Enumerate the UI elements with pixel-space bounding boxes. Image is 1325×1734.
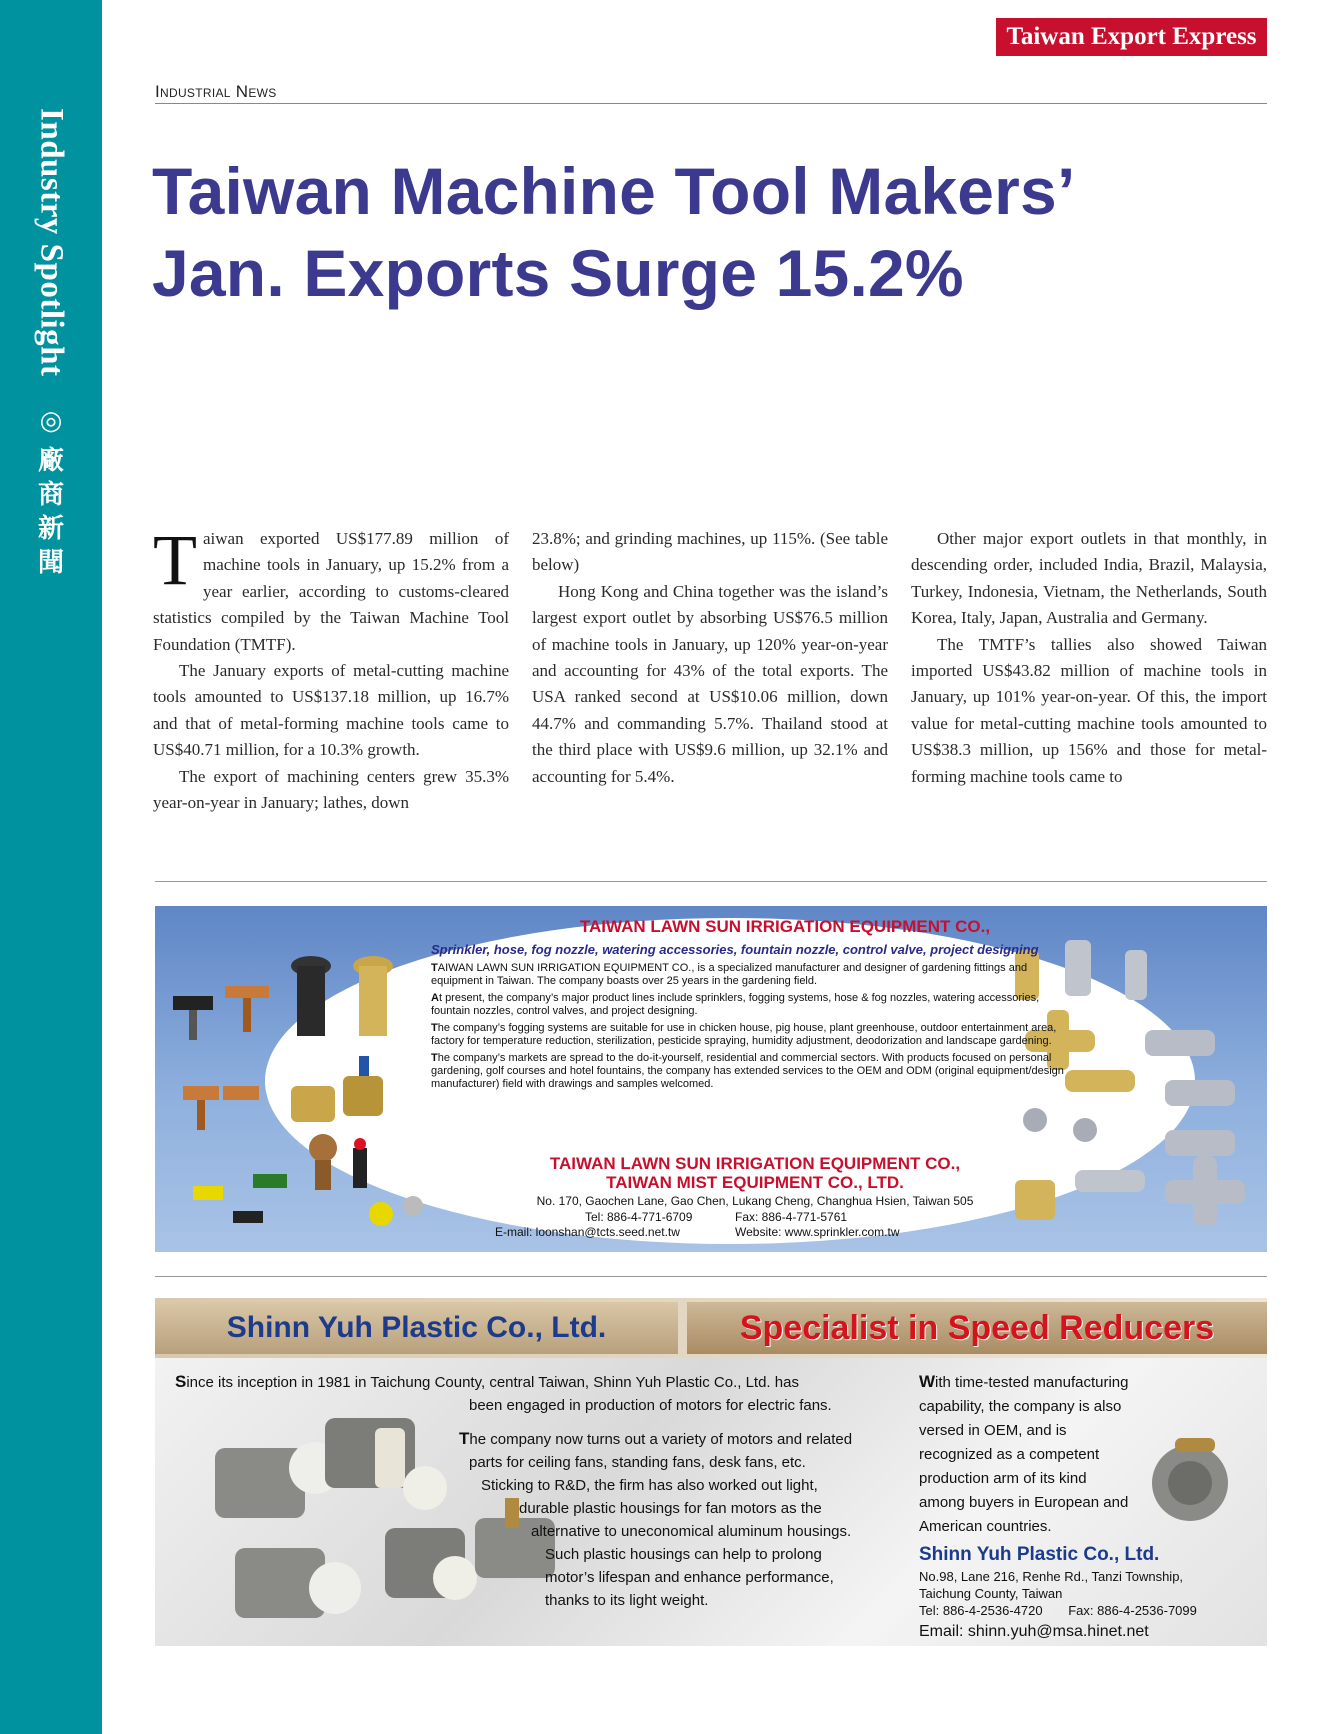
headline-line-2: Jan. Exports Surge 15.2% bbox=[152, 236, 964, 310]
ad-left-text bbox=[175, 1370, 915, 1612]
ad-paragraph: The company now turns out a variety of motors and related bbox=[459, 1429, 853, 1448]
ad-right-text bbox=[919, 1370, 1259, 1539]
ad-website: Website: www.sprinkler.com.tw bbox=[735, 1225, 900, 1239]
sidebar-label: Industry Spotlight bbox=[33, 108, 70, 377]
article-column-1 bbox=[153, 520, 509, 816]
cjk-char: 商 bbox=[37, 480, 64, 510]
cjk-char: 廠 bbox=[37, 446, 64, 476]
paragraph: 23.8%; and grinding machines, up 115%. (See table below) bbox=[532, 529, 888, 575]
ad-paragraph: thanks to its light weight. bbox=[545, 1592, 709, 1609]
company-name: TAIWAN MIST EQUIPMENT CO., LTD. bbox=[606, 1173, 904, 1192]
paragraph: The export of machining centers grew 35.3% year-on-year in January; lathes, down bbox=[153, 766, 509, 813]
article-column-3 bbox=[911, 526, 1267, 790]
paragraph: The TMTF’s tallies also showed Taiwan imported US$43.82 million of machine tools in January, up 101% year-on-year. Of this, the import value for metal-cutting machine tools amounted to US$38.3 million, up 156% and those for metal-forming machine tools came to bbox=[911, 634, 1267, 786]
sprinkler-products-image bbox=[163, 936, 423, 1236]
ad-tagline: Specialist in Speed Reducers bbox=[687, 1302, 1267, 1354]
ad-paragraph: alternative to uneconomical aluminum housings. bbox=[531, 1523, 852, 1540]
ad-paragraph: parts for ceiling fans, standing fans, desk fans, etc. bbox=[469, 1454, 806, 1471]
ad-paragraph: At present, the company’s major product lines include sprinklers, fogging systems, hose & fog nozzles, watering accessories, fountain nozzles, control valves, and project designing. bbox=[431, 992, 1040, 1017]
ad-paragraph: With time-tested manufacturing capability, the company is also versed in OEM, and is recognized as a competent production arm of its kind among buyers in European and American countries. bbox=[919, 1372, 1129, 1535]
ad-paragraph: The company’s fogging systems are suitable for use in chicken house, pig house, plant greenhouse, outdoor entertainment area, factory for temperature reduction, sterilization, pesticide spraying, humidity adjustment, deodorization and landscape gardening. bbox=[431, 1022, 1057, 1047]
ad-company-names bbox=[455, 1154, 1055, 1192]
ad-address bbox=[919, 1568, 1259, 1619]
sidebar-cjk-label bbox=[36, 444, 66, 580]
address-line: No.98, Lane 216, Renhe Rd., Tanzi Township, bbox=[919, 1569, 1184, 1584]
sidebar-bullet-icon: ◎ bbox=[39, 406, 63, 436]
article-column-2 bbox=[532, 526, 888, 790]
ad-paragraph: motor’s lifespan and enhance performance, bbox=[545, 1569, 834, 1586]
ad-paragraph: TAIWAN LAWN SUN IRRIGATION EQUIPMENT CO., is a specialized manufacturer and designer of gardening fittings and equipment in Taiwan. The company boasts over 25 years in the gardening field. bbox=[431, 962, 1028, 987]
drop-cap: T bbox=[153, 520, 197, 600]
ad-fax: Fax: 886-4-2536-7099 bbox=[1068, 1603, 1197, 1618]
advertisement-irrigation bbox=[155, 906, 1267, 1252]
headline-line-1: Taiwan Machine Tool Makers’ bbox=[152, 154, 1076, 228]
ad-company-title: Shinn Yuh Plastic Co., Ltd. bbox=[155, 1302, 678, 1354]
company-name: TAIWAN LAWN SUN IRRIGATION EQUIPMENT CO., bbox=[549, 1154, 961, 1173]
address-line: Taichung County, Taiwan bbox=[919, 1586, 1063, 1601]
ad-paragraph: The company’s markets are spread to the do-it-yourself, residential and commercial sectors. With products focused on personal gardening, golf courses and hotel fountains, the company has extended services to the OEM and ODM (original equipment/design manufacturer) field with drawings and samples welcomed. bbox=[431, 1052, 1064, 1090]
paragraph: Other major export outlets in that monthly, in descending order, included India, Brazil, Malaysia, Turkey, Indonesia, Vietnam, the Netherlands, South Korea, Italy, Japan, Australia and Germany. bbox=[911, 529, 1267, 628]
headline bbox=[152, 150, 1272, 314]
cjk-char: 新 bbox=[37, 514, 64, 544]
ad-subtitle: Sprinkler, hose, fog nozzle, watering accessories, fountain nozzle, control valve, project designing bbox=[431, 942, 1039, 957]
ad-address: No. 170, Gaochen Lane, Gao Chen, Lukang Cheng, Changhua Hsien, Taiwan 505 bbox=[536, 1194, 974, 1208]
ad-fax: Fax: 886-4-771-5761 bbox=[735, 1210, 848, 1224]
cjk-char: 聞 bbox=[37, 548, 64, 578]
ad-divider bbox=[155, 1276, 1267, 1277]
ad-tel: Tel: 886-4-771-6709 bbox=[585, 1210, 693, 1224]
sprinkler-icon bbox=[173, 986, 269, 1040]
article-body bbox=[153, 520, 1267, 822]
ad-title: TAIWAN LAWN SUN IRRIGATION EQUIPMENT CO., bbox=[579, 917, 991, 936]
ad-paragraph: been engaged in production of motors for electric fans. bbox=[469, 1397, 832, 1414]
ad-paragraph: Sticking to R&D, the firm has also worked out light, bbox=[481, 1477, 818, 1494]
publication-badge: Taiwan Export Express bbox=[996, 18, 1267, 56]
ad-company-name: Shinn Yuh Plastic Co., Ltd. bbox=[919, 1544, 1160, 1565]
advertisement-speed-reducers bbox=[155, 1298, 1267, 1646]
ad-email: E-mail: loonshan@tcts.seed.net.tw bbox=[495, 1225, 680, 1239]
ad-body bbox=[431, 962, 1071, 1095]
section-kicker: Industrial News bbox=[155, 82, 277, 101]
paragraph: Taiwan exported US$177.89 million of machine tools in January, up 15.2% from a year earlier, according to customs-cleared statistics compiled by the Taiwan Machine Tool Foundation (TMTF). bbox=[153, 520, 509, 654]
paragraph: Hong Kong and China together was the island’s largest export outlet by absorbing US$76.5 million of machine tools in January, up 120% year-on-year and accounting for 43% of the total exports. The USA ranked second at US$10.06 million, down 44.7% and commanding 5.7%. Thailand stood at the third place with US$9.6 million, up 32.1% and accounting for 5.4%. bbox=[532, 581, 888, 786]
ad-paragraph: Since its inception in 1981 in Taichung County, central Taiwan, Shinn Yuh Plastic Co., Ltd. has bbox=[175, 1372, 799, 1391]
contact-line bbox=[919, 1602, 1259, 1619]
article-divider bbox=[155, 881, 1267, 882]
ad-paragraph: durable plastic housings for fan motors as the bbox=[519, 1500, 822, 1517]
valve-icon bbox=[291, 956, 393, 1122]
ad-paragraph: Such plastic housings can help to prolong bbox=[545, 1546, 822, 1563]
paragraph: The January exports of metal-cutting machine tools amounted to US$137.18 million, up 16.7% and that of metal-forming machine tools came to US$40.71 million, for a 10.3% growth. bbox=[153, 661, 509, 760]
ad-email: Email: shinn.yuh@msa.hinet.net bbox=[919, 1623, 1149, 1640]
ad-tel: Tel: 886-4-2536-4720 bbox=[919, 1603, 1043, 1618]
header-divider bbox=[155, 103, 1267, 104]
